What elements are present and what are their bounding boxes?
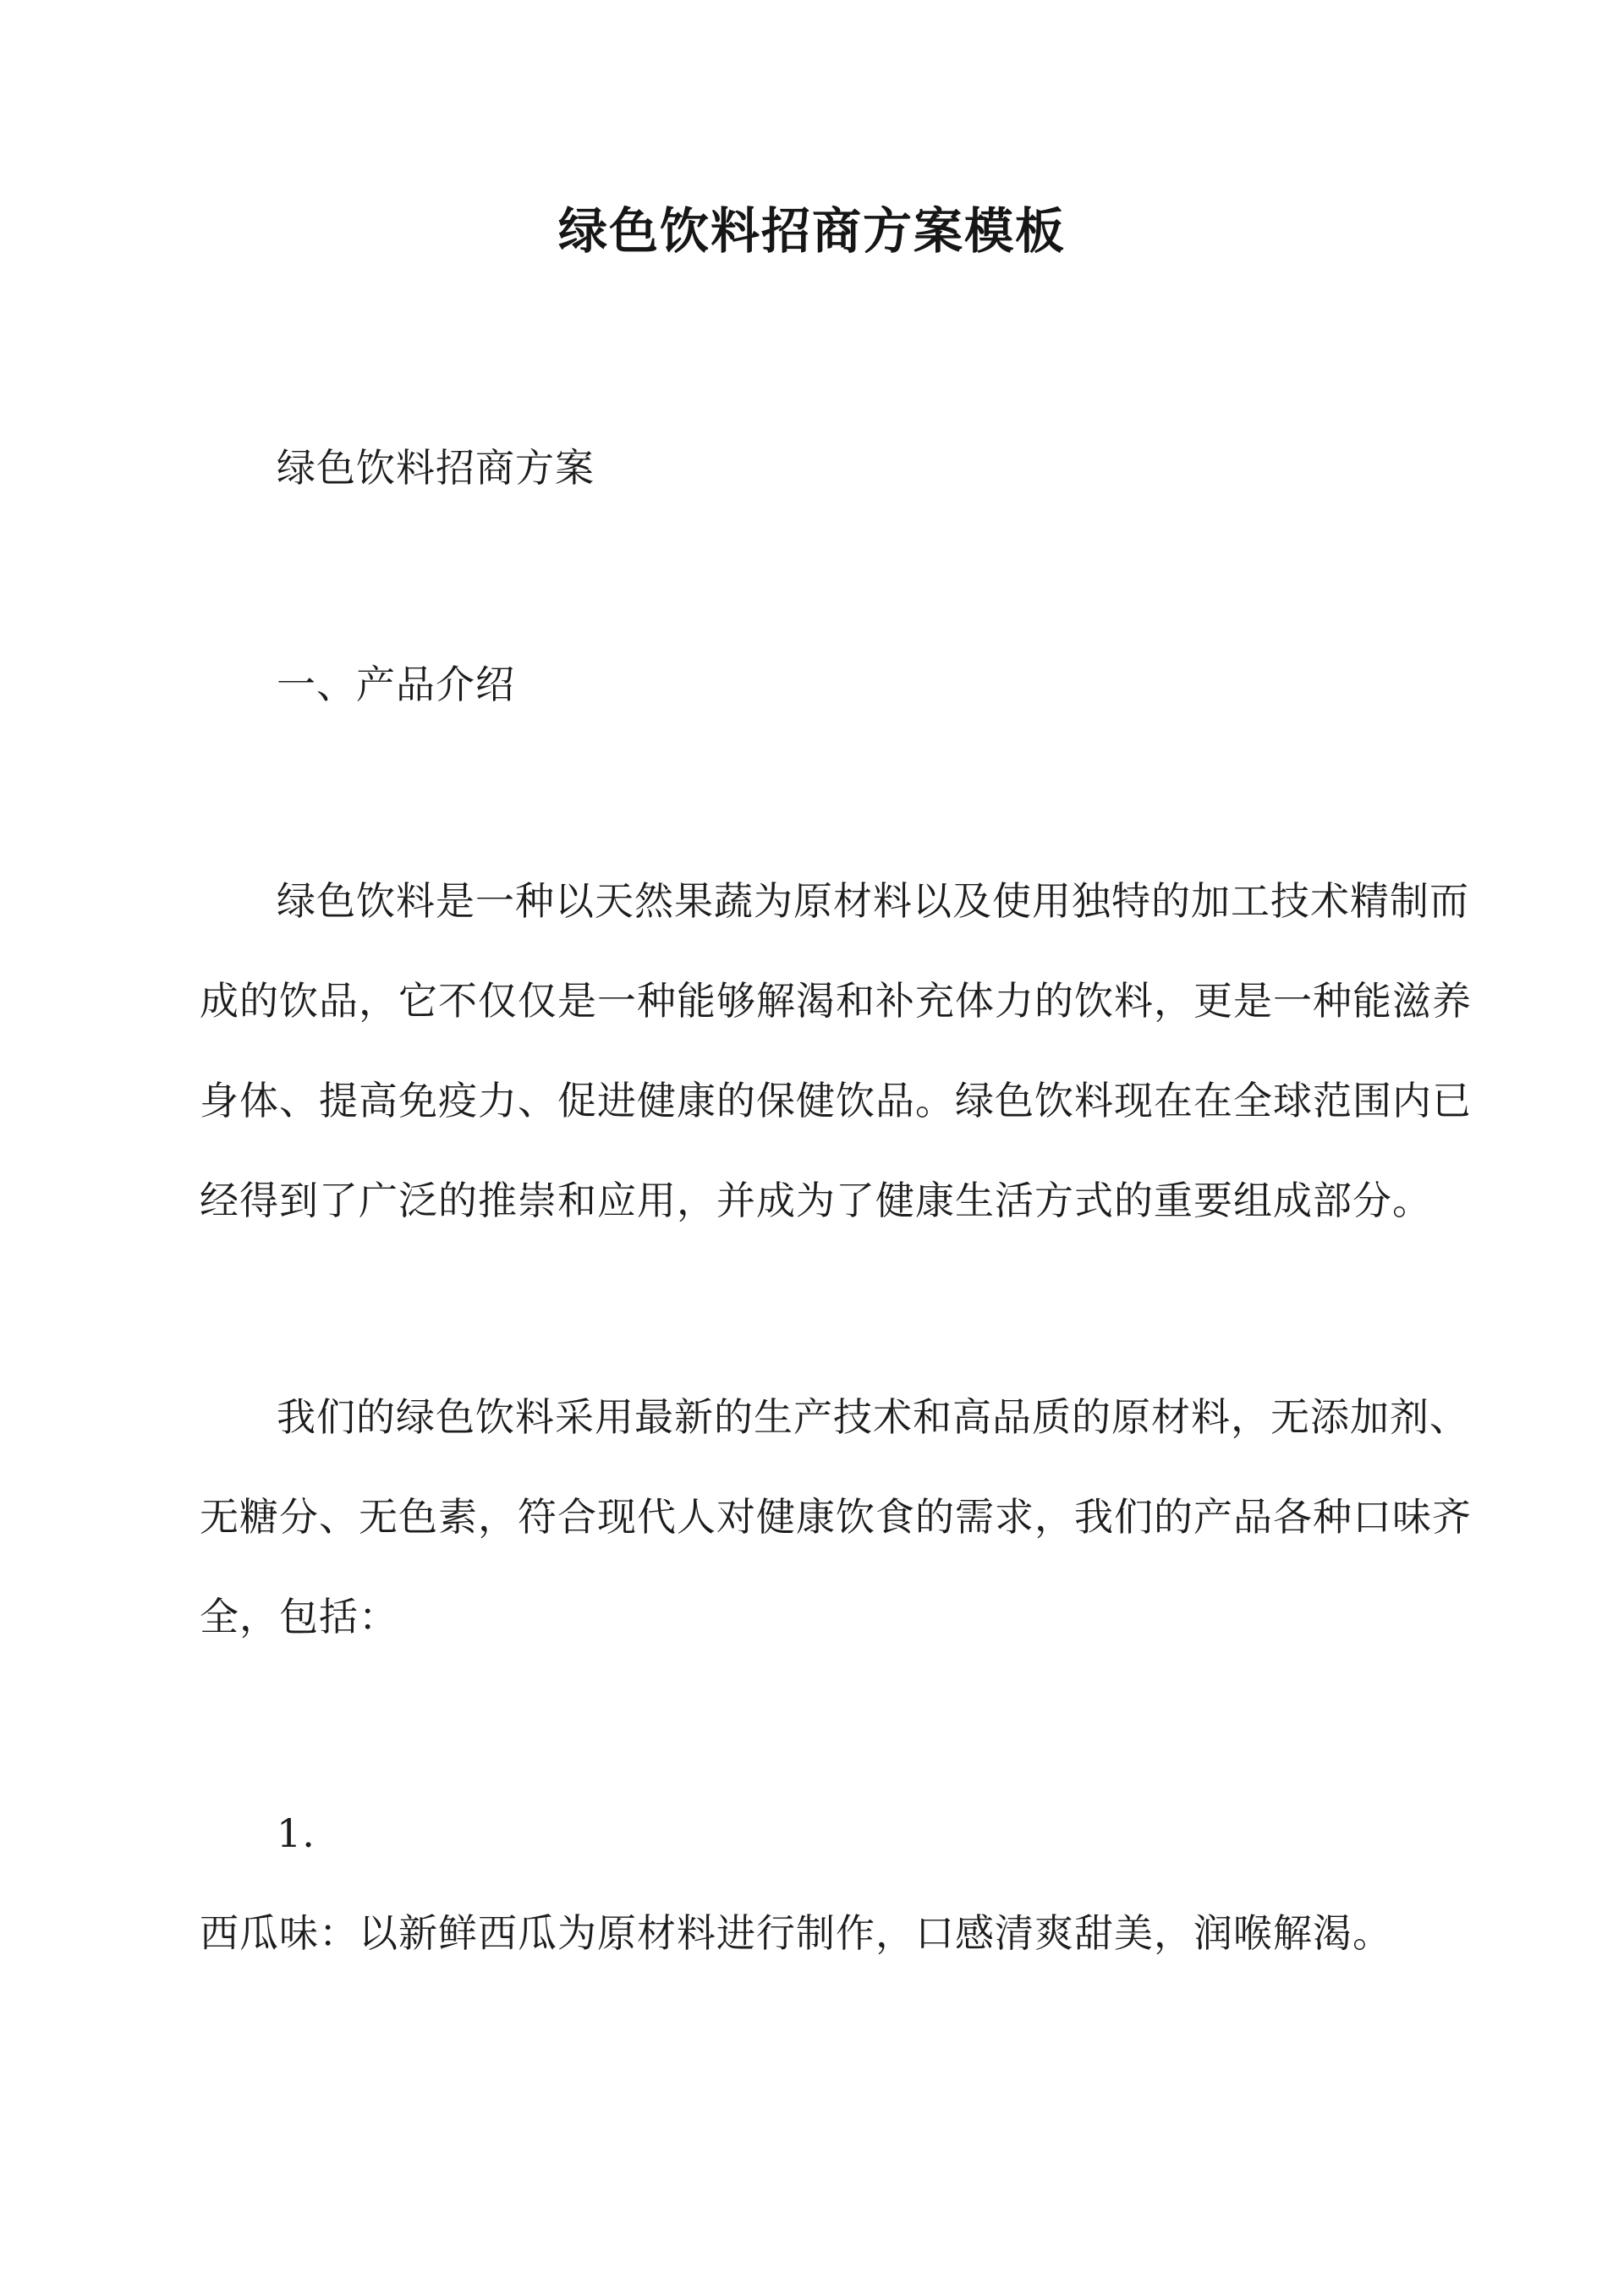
document-subtitle: 绿色饮料招商方案 xyxy=(277,445,595,491)
paragraph-line: 经得到了广泛的推崇和应用，并成为了健康生活方式的重要组成部分。 xyxy=(200,1178,1432,1223)
list-item-number: 1. xyxy=(277,1810,315,1856)
paragraph-line: 全，包括： xyxy=(200,1594,398,1640)
paragraph-line: 绿色饮料是一种以天然果蔬为原材料以及使用独特的加工技术精制而 xyxy=(277,878,1469,924)
paragraph-line: 成的饮品，它不仅仅是一种能够解渴和补充体力的饮料，更是一种能滋养 xyxy=(200,978,1472,1024)
paragraph-line: 我们的绿色饮料采用最新的生产技术和高品质的原材料，无添加剂、 xyxy=(277,1394,1469,1440)
paragraph-line: 身体、提高免疫力、促进健康的保健饮品。绿色饮料现在在全球范围内已 xyxy=(200,1078,1472,1123)
list-item-text: 西瓜味：以新鲜西瓜为原材料进行制作，口感清爽甜美，润喉解渴。 xyxy=(200,1910,1392,1956)
document-title: 绿色饮料招商方案模板 xyxy=(557,202,1066,260)
section-heading: 一、产品介绍 xyxy=(277,662,515,707)
paragraph-line: 无糖分、无色素，符合现代人对健康饮食的需求，我们的产品各种口味齐 xyxy=(200,1494,1472,1540)
